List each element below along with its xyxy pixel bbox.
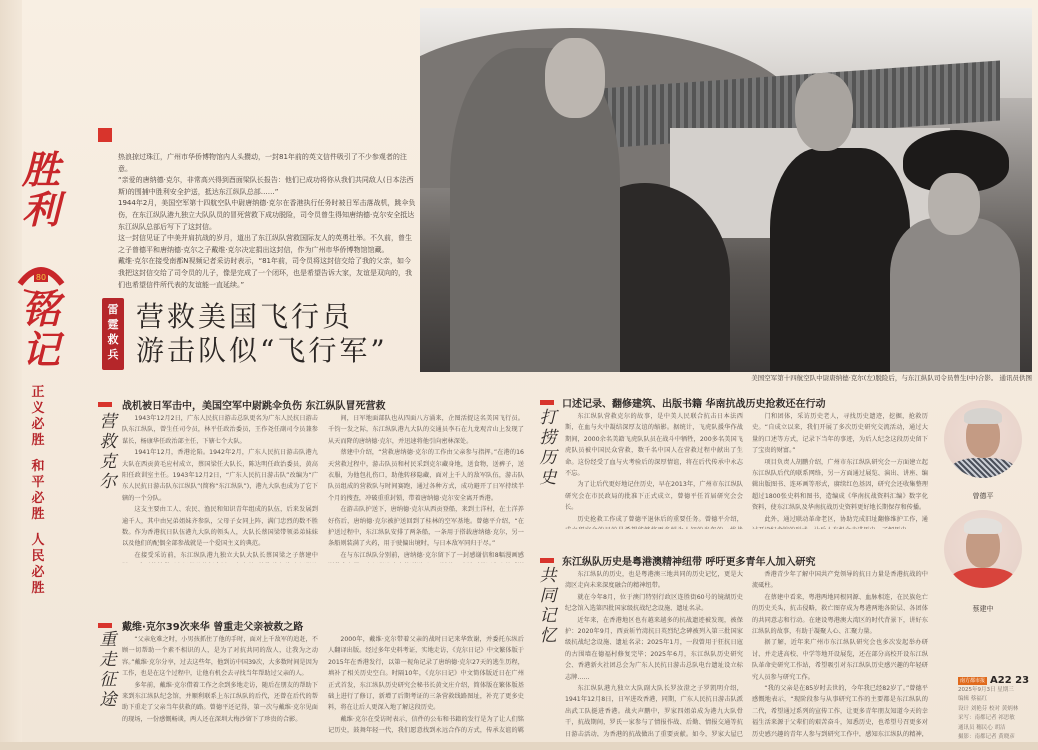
article-paragraph: 据了解，近年来广州市东江纵队研究会也多次发起举办研讨、并走进高校、中学等地开设展览，还在部分高校开设东江纵队革命史研究工作站，希望吸引对东江纵队历史感兴趣的年轻研究人员参与研究工作。 (752, 639, 928, 681)
brand-char: 铭 (21, 287, 60, 332)
section-vertical-title (538, 566, 558, 646)
article-paragraph: 在游击队护送下，唐纳德·克尔从西贡登船，来到土洋村，在土洋养好伤后，唐纳德·克尔被护送回到了桂林的空军基地。曾德平介绍，“在护送过程中，东江纵队安排了两条船，一条用于搭载唐纳德·克尔，另一条船则装满了火药，用于驶偏出境时，与日本敌军同归于尽。” (328, 506, 524, 548)
portrait-name: 曾德平 (972, 492, 994, 500)
vertical-char: 共 (539, 566, 557, 586)
badge-char: 救 (107, 333, 119, 346)
section-vertical-title (98, 412, 118, 492)
portrait-photo (944, 510, 1022, 588)
article-paragraph: 间，日军地面部队也从四面八方涌来，企图活捉这名美国飞行员。千钧一发之际，东江纵队港九大队的交通员李石在九龙观音山上发现了从天而降的唐纳德·克尔，并迅速将他引向密林深处。 (328, 415, 524, 445)
victory-memorial-branding (10, 147, 72, 372)
article-paragraph: “我的父亲是在85岁时去世的，今年我已经82岁了。”曾德平感慨地表示，“现阶段参与从事研究工作的主要都是东江纵队的二代，希望通过系列的宣传工作，让更多青年朋友知道今天的幸福生活来源于父辈们的艰苦奋斗，知悉历史，也希望号召更多对历史感兴趣的青年人参与到研究工作中，感知东江纵队的精神， (752, 685, 928, 737)
vertical-char: 忆 (539, 626, 557, 646)
brand-char: 记 (21, 327, 60, 372)
photo-credit: 摄影：南都记者 黄晓彦 (958, 734, 1015, 740)
torn-paper-edge (0, 0, 22, 750)
svg-text:80: 80 (35, 273, 47, 282)
section-marker (540, 400, 554, 405)
section-title: 戴维·克尔39次来华 曾重走父亲被救之路 (122, 622, 304, 633)
great-wall-80-emblem-icon (16, 250, 66, 300)
article-paragraph: 就在今年8月，位于澳门特别行政区连胜街60号的镜湖历史纪念馆入选第四批国家级抗战纪念设施、遗址名录。 (565, 593, 743, 613)
issue-date: 2025年9月3日 星期三 (958, 686, 1014, 693)
article-paragraph: 2000年，戴维·克尔带着父亲的战时日记来华致谢，并委托东纵后人翻译出版。经过多年史料考证，实地走访，《克尔日记》中文繁体版于2015年在香港发行，以第一视角记录了唐纳德·克尔27天的逃生历程，填补了相关历史空白。时隔10年，《克尔日记》中文简体版近日在广州正式首发，东江纵队历史研究会秘书长黄文庄介绍，简体版在繁体版基础上进行了修订，新增了后期考证的三条营救线路图址，补充了更多史料，将在让后人更深入地了解这段历史。 (328, 636, 524, 712)
section-marker (540, 558, 554, 563)
headline-line-2: 游击队似“飞行军” (136, 334, 388, 367)
article-paragraph: 这支主要由工人、农民、渔民和知识青年组成的队伍，后来发展到逾千人，其中由兄弟姐妹齐参队，父母子女同上阵，满门忠烈的数不胜数。作为香港抗日队伍港九大队的领头人，大队长蔡国梁带领弟弟妹妹以及他们的配偶全部参战就是一个爱国主义的典范。 (122, 506, 318, 548)
article-paragraph: 蔡建中介绍，“营救唐纳德·克尔的工作由父亲参与指挥。”在港的16天营救过程中，游击队员和村民采到克尔藏身地，送食物，送裤子，送衣服，为他包扎伤口，助他转移隐藏，面对上千人的敌军队伍，游击队队员组成的营救队与时间赛跑，通过各种方式，成功避开了日军持续半个月的搜查，冲破重重封锁，带着唐纳德·克尔安全离开香港。 (328, 449, 524, 502)
section-title: 口述记录、翻修建筑、出版书籍 华南抗战历史抢救还在行动 (562, 399, 826, 410)
article-paragraph: 东江纵队港九独立大队副大队长罗汝澄之子罗凯明介绍，1941年12月8日，日军进攻香港，同期，广东人民抗日游击队派出武工队挺进香港。战火声鹏中，罗家四姐弟成为港九大队骨干，抗战期间，罗氏一家参与了情报作战、后勤、情报交通等抗日游击活动，为香港的抗战做出了重要贡献。如今，罗家大屋已 (565, 685, 743, 737)
vertical-char: 救 (99, 432, 117, 452)
intro-text (118, 152, 416, 291)
vertical-char: 记 (539, 606, 557, 626)
vertical-char: 历 (539, 448, 557, 468)
correspondent-credit: 通讯员 穗民心 胡洁 (958, 724, 1006, 731)
vertical-char: 同 (539, 586, 557, 606)
article-paragraph: 为了让后代更好地记住历史，早在2013年，广州市东江纵队研究会在市民政局的批准下正式成立，曾德平任首届研究会会长。 (565, 481, 743, 512)
reporter-credit: 采写：南都记者 祁思敏 (958, 715, 1015, 721)
section-marker (98, 623, 112, 628)
vertical-char: 重 (99, 630, 117, 650)
page-number: A22 23 (990, 675, 1030, 686)
article-paragraph: 东江纵队营救克尔的故事，是中美人民联合抗击日本法西斯，在血与火中凝结深厚友谊的缩影。据统计，飞虎队援华作战期间，2000余名美籍飞虎队队员在战斗中牺牲，200多名美国飞虎队员被中国民众营救，数千名中国人在营救过程中献出了生命。这份经受了血与火考验后的深厚情谊，将在后代传承中永志不忘。 (565, 413, 743, 478)
article-paragraph: 近年来，在香港地区也有越来越多的抗战遗迹被发现，被保护：2020年9月，西贡斩竹湾抗日英烈纪念碑被列入第三批国家级抗战纪念设施、遗址名录；2025年1月，一段曾用于狂抗日寇的古围墙在德福村修复完毕；2025年6月，东江纵队历史研究会、香港新火社团总会为广东人民抗日游击总队电台遗址设立标志牌…… (565, 616, 743, 681)
page-headline (136, 300, 436, 368)
slogan-justice: 正义必胜 (31, 385, 45, 448)
page-bottom-edge (0, 742, 1038, 750)
vertical-char: 克 (99, 452, 117, 472)
intro-paragraph: “亲爱的唐纳德·克尔，非常高兴得到酉面梁队长报告：他们已成功将你从我们共同敌人(日本法西斯)的围捕中胜利安全护送，抵达东江纵队总部……” (118, 176, 414, 196)
newspaper-tag: 南方都市报 (960, 677, 986, 684)
design-credit: 设计 刘艳芬 校对 黄炳林 (958, 705, 1019, 712)
article-paragraph: 多年前，戴维·克尔借着工作之余到多地走访，随后在朋友的帮助下来到东江纵队纪念馆，并顺利联系上东江纵队的后代，还曾在后代的帮助下重走了父亲当年获救的路。曾德平还记得，第一次与戴维·克尔见面的现场，一份感慨畅谈，两人还在深圳大梅沙留下了珍贵的合影。 (122, 681, 318, 723)
article-paragraph: 在接受采访前，东江纵队港九独立大队大队长蔡国梁之子蔡建中 (134, 551, 318, 559)
section-badge (102, 298, 124, 370)
article-column (565, 411, 743, 529)
article-paragraph: 此外，通过联动革命老区，协助完成旧址翻修维护工作，通 (764, 515, 928, 523)
article-paragraph: 1941年12月，香港沦陷。1942年2月，广东人民抗日游击队港九大队在西贡黄毛应村成立，蔡国梁任大队长，陈达明任政治委员，黄高阳任政训室主任。1943年12月2日，“广东人民抗日游击队”改编为“广东人民抗日游击队东江纵队”(简称“东江纵队”)，港九大队也成为了它下辖的一个分队。 (122, 449, 318, 502)
vertical-char: 征 (99, 670, 117, 690)
article-column (122, 634, 318, 734)
slogan-peace: 和平必胜 (31, 459, 45, 522)
section-vertical-title (538, 408, 558, 488)
article-column (752, 411, 928, 529)
vertical-char: 途 (99, 690, 117, 710)
portrait-photo (944, 400, 1022, 478)
section-title: 战机被日军击中，美国空军中尉跳伞负伤 东江纵队冒死营救 (122, 401, 386, 412)
article-column (328, 634, 524, 734)
article-paragraph: 1943年12月2日，广东人民抗日游击总队更名为广东人民抗日游击队东江纵队，曾生任司令员，林平任政治委员，王作尧任副司令员兼参谋长，杨康华任政治部主任，下辖七个大队。 (122, 415, 318, 445)
article-paragraph: 在与东江纵队分别前，唐纳德·克尔留下了一封感谢信和8幅漫画感 (340, 551, 524, 559)
vertical-char: 走 (99, 650, 117, 670)
slogans (28, 385, 48, 607)
intro-paragraph: 戴维·克尔在接受南都N视频记者采访时表示，“81年前，司令员将这封信交给了我的父亲，如今我把这封信交给了司令员的儿子，像是完成了一个闭环，也是希望告诉大家，友谊是双向的，我们也希望信件所代表的友谊能一直延续。” (118, 257, 412, 289)
intro-paragraph: 热浪掠过珠江，广州市华侨博物馆内人头攒动，一封81年前的英文信件吸引了不少参观者的注意。 (118, 153, 407, 173)
historical-photo (420, 8, 1032, 372)
slogan-people: 人民必胜 (31, 533, 45, 596)
vertical-char: 尔 (99, 472, 117, 492)
article-paragraph: 门和团体，采访历史老人，寻找历史遗迹，挖掘，抢救历史。“自成立以来，我们开展了多次历史研究交流活动，通过大量的口述等方式，记录下当年的事迹，为后人纪念这段历史留下了宝贵的财富。” (752, 413, 928, 455)
article-paragraph: 项目负责人胡鹏介绍，广州市东江纵队研究会一方面建立起东江纵队后代的联系网络，另一方面通过展览、演出、讲座、编辑出版图书、连环画等形式，赓续红色基因，研究会还收集整理超过1800张史料和图书，造编成《华南抗战资料汇编》数字化资料，使东江纵队及华南抗战历史资料更好地长期保存和传播。 (752, 458, 928, 512)
article-column (328, 413, 524, 563)
article-paragraph: 在蔡建中看来，粤港两地同根同源、血脉相连，在民族危亡的历史关头，抗击侵略，救亡图存成为粤港两地各阶层、各团体的共同意志和行动。在建设粤港澳大湾区的时代背景下，讲好东江纵队的故事，有助于凝聚人心、汇聚力量。 (752, 593, 928, 636)
article-paragraph: 历史抢救工作成了曾德平退休后的重要任务。曾德平介绍， (577, 515, 743, 523)
portrait-name: 蔡建中 (972, 605, 994, 613)
section-vertical-title (98, 630, 118, 710)
intro-paragraph: 1944年2月，美国空军第十四航空队中尉唐纳德·克尔在香港执行任务时被日军击落战机，跳伞负伤，在东江纵队港九独立大队队员的冒死营救下成功脱险，司令员曾生得知唐纳德·克尔安全抵达东江纵队总部后写下了这封信。 (118, 199, 416, 231)
brand-char: 利 (21, 187, 60, 232)
page-info (958, 676, 1036, 743)
article-column (752, 569, 928, 737)
section-title: 东江纵队历史是粤港澳精神纽带 呼吁更多青年人加入研究 (562, 557, 816, 568)
intro-paragraph: 这一封信见证了中美并肩抗战的岁月，道出了东江纵队营救国际友人的英勇壮举。不久前，曾生之子曾德平和唐纳德·克尔之子戴维·克尔决定捐出这封信，作为广州市华侨博物馆馆藏。 (118, 234, 412, 254)
article-column (122, 413, 318, 563)
article-column (565, 569, 743, 737)
badge-char: 兵 (107, 348, 119, 361)
article-paragraph: 东江纵队的历史，也是粤港澳三地共同的历史记忆，更是大湾区走向未来深度融合的精神纽带。 (565, 571, 743, 590)
brand-char: 胜 (21, 147, 60, 192)
editor-credit: 编辑 蔡福红 (958, 696, 988, 702)
article-paragraph: 香港青少年了解中国共产党领导的抗日力量是香港抗战的中流砥柱。 (752, 571, 928, 590)
vertical-char: 打 (539, 408, 557, 428)
vertical-char: 捞 (539, 428, 557, 448)
badge-char: 霆 (107, 318, 119, 331)
badge-char: 雷 (107, 303, 119, 316)
article-paragraph: “父亲危难之时，小男孩抓住了他的手时，面对上千敌军的追赶，不顾一切帮助一个素不相识的人，是为了对抗共同的敌人，让我为之动容。”戴维·克尔分享，过去这些年，他到访中国39次，大多数时间是因为工作，也是在这个过程中，让他有机会去寻找当年帮助过父亲的人。 (122, 636, 318, 678)
section-marker (98, 128, 112, 142)
vertical-char: 营 (99, 412, 117, 432)
article-paragraph: 戴维·克尔在受访时表示，信件的公布和书籍的发行是为了让人们铭记历史，鼓舞年轻一代，我们愿意找到永远合作的方式，传承友谊的羁 (328, 715, 524, 734)
vertical-char: 史 (539, 468, 557, 488)
section-marker (98, 402, 112, 407)
headline-line-1: 营救美国飞行员 (136, 300, 354, 333)
photo-caption: 美国空军第十四航空队中尉唐纳德·克尔(左)脱险后，与东江纵队司令员曾生(中)合影。 通讯员供图 (751, 374, 1032, 382)
